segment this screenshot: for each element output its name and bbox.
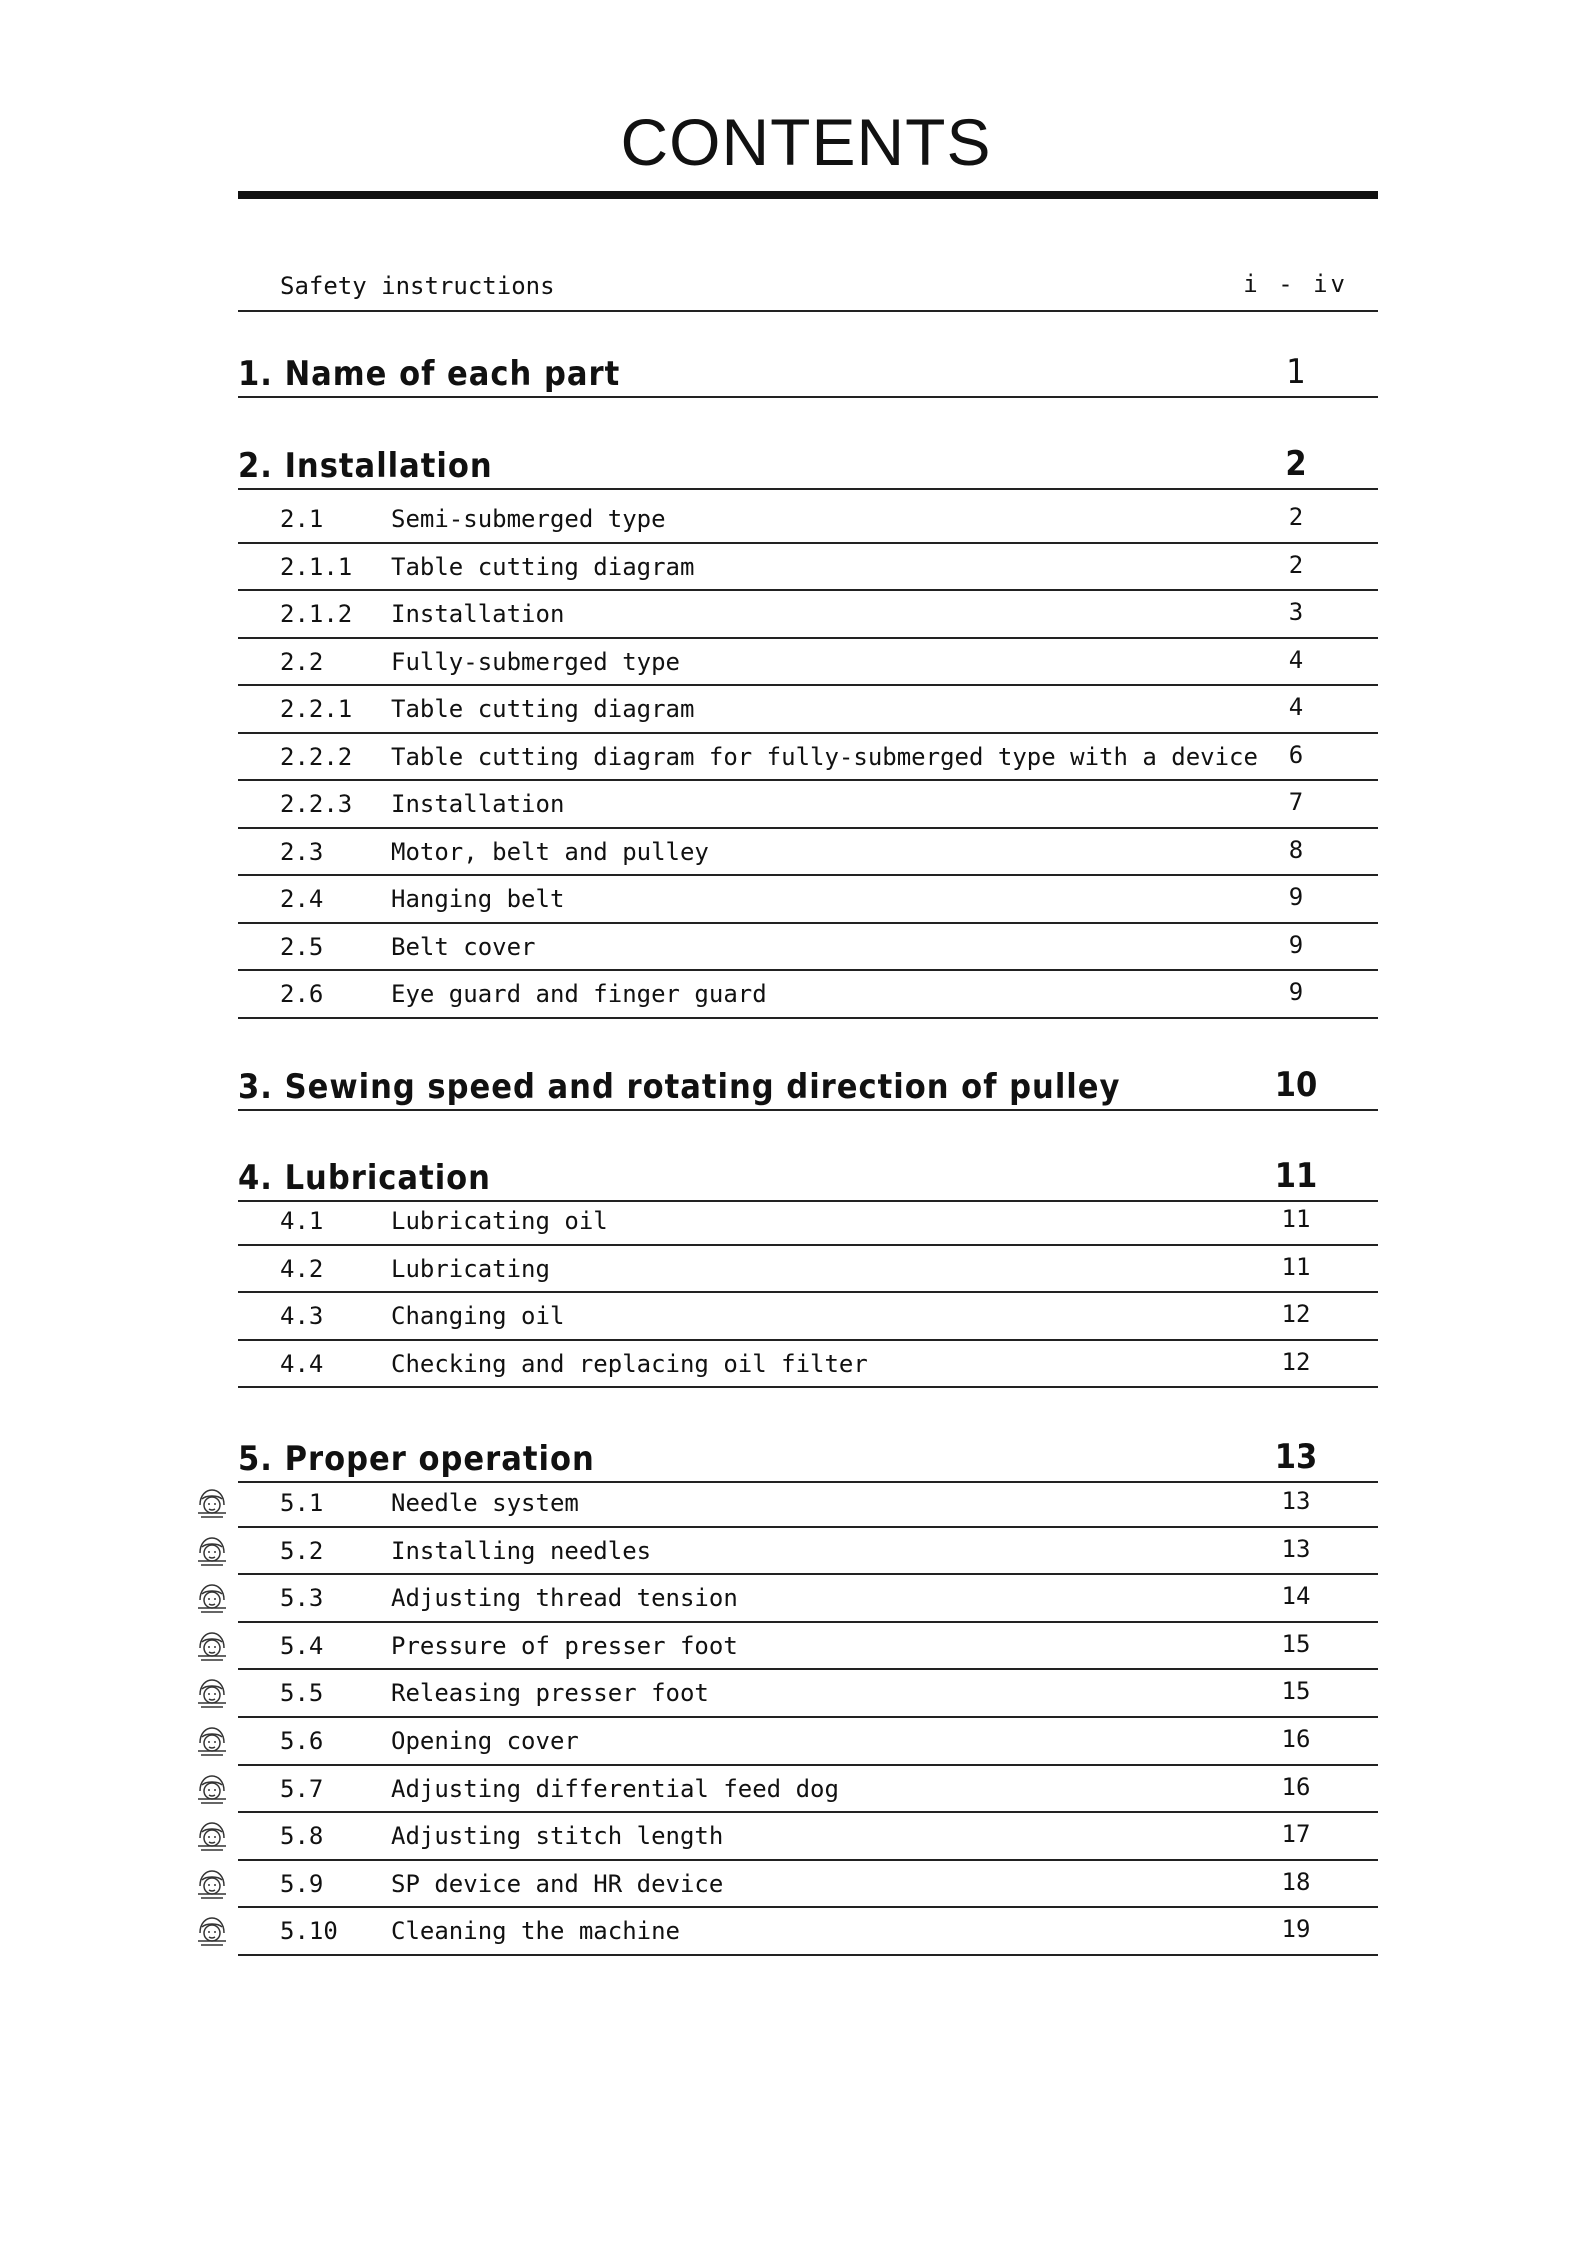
operator-face-icon xyxy=(192,1485,232,1523)
operator-face-icon xyxy=(192,1723,232,1761)
toc-page-number: 18 xyxy=(1281,1867,1311,1896)
toc-entry-label: Hanging belt xyxy=(391,885,565,913)
toc-row[interactable] xyxy=(238,544,1378,592)
toc-entry-label: Belt cover xyxy=(391,932,536,961)
toc-row[interactable] xyxy=(238,924,1378,972)
toc-entry-label: Motor, belt and pulley xyxy=(391,837,709,866)
toc-page-number: 11 xyxy=(1281,1205,1311,1233)
toc-page-number: 6 xyxy=(1288,740,1304,769)
toc-page-number: 10 xyxy=(1274,1065,1318,1105)
toc-entry-number: 5.9 xyxy=(280,1869,324,1898)
operator-face-icon xyxy=(192,1866,232,1904)
toc-entry-number: 4.3 xyxy=(280,1302,324,1330)
toc-page-number: 13 xyxy=(1281,1487,1311,1515)
toc-entry-number: 2.3 xyxy=(280,837,324,866)
toc-entry-number: 4.4 xyxy=(280,1349,324,1378)
toc-entry-number: 5.7 xyxy=(280,1774,324,1803)
toc-page-number: 9 xyxy=(1288,930,1304,959)
toc-page-number: 19 xyxy=(1281,1915,1311,1944)
toc-row[interactable] xyxy=(238,1813,1378,1861)
toc-page-number: 12 xyxy=(1281,1347,1311,1376)
toc-page-number: 14 xyxy=(1281,1582,1311,1611)
toc-section-3[interactable] xyxy=(238,1055,1378,1111)
toc-page-number: 1 xyxy=(1286,352,1306,392)
toc-row[interactable] xyxy=(238,781,1378,829)
toc-row[interactable] xyxy=(238,591,1378,639)
toc-section-1[interactable] xyxy=(238,342,1378,398)
page-title: CONTENTS xyxy=(620,105,992,179)
operator-face-icon xyxy=(192,1771,232,1809)
toc-page-number: 2 xyxy=(1285,444,1307,484)
operator-face-icon xyxy=(192,1533,232,1571)
toc-entry-number: 2.1.1 xyxy=(280,552,353,581)
toc-row[interactable] xyxy=(238,1528,1378,1576)
toc-row[interactable] xyxy=(238,686,1378,734)
toc-page-number: 16 xyxy=(1281,1725,1311,1753)
toc-row[interactable] xyxy=(238,971,1378,1019)
toc-entry-number: 5.10 xyxy=(280,1917,338,1946)
toc-row[interactable] xyxy=(238,639,1378,687)
operator-face-icon xyxy=(192,1818,232,1856)
toc-entry-number: 2.2.1 xyxy=(280,695,353,723)
toc-entry-label: Changing oil xyxy=(391,1302,565,1330)
toc-entry-label: Lubricating oil xyxy=(391,1207,608,1235)
toc-row[interactable] xyxy=(238,1766,1378,1814)
toc-entry-label: Lubricating xyxy=(391,1254,550,1283)
toc-section-2[interactable] xyxy=(238,434,1378,490)
toc-entry-label: Installing needles xyxy=(391,1536,652,1565)
toc-row[interactable] xyxy=(238,1293,1378,1341)
section-title: 4. Lubrication xyxy=(238,1158,491,1198)
operator-face-icon xyxy=(192,1628,232,1666)
toc-entry-label: Semi-submerged type xyxy=(391,505,666,533)
toc-entry-number: 5.6 xyxy=(280,1727,324,1755)
toc-entry-label: Checking and replacing oil filter xyxy=(391,1349,868,1378)
toc-entry-label: Opening cover xyxy=(391,1727,579,1755)
toc-row[interactable] xyxy=(238,1341,1378,1389)
operator-face-icon xyxy=(192,1580,232,1618)
toc-entry-label: Table cutting diagram xyxy=(391,695,695,723)
toc-entry-label: Eye guard and finger guard xyxy=(391,980,767,1008)
toc-page-number: 4 xyxy=(1288,693,1304,721)
toc-entry-number: 2.4 xyxy=(280,885,324,913)
toc-page-number: 13 xyxy=(1274,1437,1318,1477)
toc-entry-number: 5.8 xyxy=(280,1822,324,1851)
toc-page-number: 3 xyxy=(1288,598,1304,626)
toc-page-number: 15 xyxy=(1281,1677,1311,1706)
toc-page-number: 15 xyxy=(1281,1629,1311,1658)
toc-entry-label: Table cutting diagram xyxy=(391,552,695,581)
toc-entry-number: 5.4 xyxy=(280,1631,324,1660)
toc-section-4[interactable] xyxy=(238,1146,1378,1202)
toc-page-number: 13 xyxy=(1281,1534,1311,1563)
toc-page-number: 11 xyxy=(1281,1252,1311,1281)
operator-face-icon xyxy=(192,1913,232,1951)
toc-page-number: 12 xyxy=(1281,1300,1311,1328)
section-title: 1. Name of each part xyxy=(238,354,621,394)
toc-row[interactable] xyxy=(238,1198,1378,1246)
toc-entry-number: 4.2 xyxy=(280,1254,324,1283)
toc-row[interactable] xyxy=(238,1908,1378,1956)
toc-page-number: 8 xyxy=(1288,835,1304,864)
toc-page-number: 11 xyxy=(1274,1156,1318,1196)
toc-entry-label: Needle system xyxy=(391,1489,579,1517)
toc-entry-number: 2.1.2 xyxy=(280,600,353,628)
toc-page-number: 9 xyxy=(1288,978,1304,1006)
toc-row[interactable] xyxy=(238,1861,1378,1909)
operator-face-icon xyxy=(192,1675,232,1713)
toc-row[interactable] xyxy=(238,1575,1378,1623)
toc-entry-number: 2.2 xyxy=(280,647,324,676)
toc-section-5[interactable] xyxy=(238,1427,1378,1483)
toc-entry-label: Pressure of presser foot xyxy=(391,1631,738,1660)
toc-page-number: 7 xyxy=(1288,788,1304,816)
toc-page-number: 2 xyxy=(1288,503,1304,531)
toc-entry-number: 2.1 xyxy=(280,505,324,533)
toc-row[interactable] xyxy=(238,829,1378,877)
toc-entry-number: 5.1 xyxy=(280,1489,324,1517)
toc-entry-label: Fully-submerged type xyxy=(391,647,680,676)
toc-entry-number: 5.3 xyxy=(280,1584,324,1613)
section-title: 5. Proper operation xyxy=(238,1439,595,1479)
toc-entry-number: 5.2 xyxy=(280,1536,324,1565)
title-rule xyxy=(238,191,1378,199)
toc-entry-label: Installation xyxy=(391,790,565,818)
toc-entry-label: Installation xyxy=(391,600,565,628)
toc-page-number: 2 xyxy=(1288,550,1304,579)
toc-row[interactable] xyxy=(238,496,1378,544)
toc-entry-label: SP device and HR device xyxy=(391,1869,724,1898)
toc-row[interactable] xyxy=(238,1246,1378,1294)
toc-row[interactable] xyxy=(238,1623,1378,1671)
toc-row[interactable] xyxy=(238,1718,1378,1766)
toc-page-number: 16 xyxy=(1281,1772,1311,1801)
toc-row[interactable] xyxy=(238,1670,1378,1718)
toc-entry-label: Table cutting diagram for fully-submerged type with a device xyxy=(391,742,1258,771)
toc-page-number: i - iv xyxy=(1243,270,1348,298)
toc-entry-label: Releasing presser foot xyxy=(391,1679,709,1708)
toc-entry-number: 4.1 xyxy=(280,1207,324,1235)
toc-entry-number: 5.5 xyxy=(280,1679,324,1708)
toc-entry-number: 2.5 xyxy=(280,932,324,961)
toc-page-number: 9 xyxy=(1288,883,1304,911)
toc-entry-label: Adjusting thread tension xyxy=(391,1584,738,1613)
toc-row-safety-instructions[interactable] xyxy=(238,268,1378,312)
toc-entry-number: 2.6 xyxy=(280,980,324,1008)
toc-row[interactable] xyxy=(238,1480,1378,1528)
toc-page-number: 4 xyxy=(1288,645,1304,674)
toc-entry-label: Adjusting stitch length xyxy=(391,1822,724,1851)
toc-page-number: 17 xyxy=(1281,1820,1311,1849)
section-title: 2. Installation xyxy=(238,446,493,486)
toc-row[interactable] xyxy=(238,876,1378,924)
toc-entry-label: Safety instructions xyxy=(280,272,555,300)
toc-row[interactable] xyxy=(238,734,1378,782)
toc-entry-number: 2.2.2 xyxy=(280,742,353,771)
toc-entry-number: 2.2.3 xyxy=(280,790,353,818)
section-title: 3. Sewing speed and rotating direction of pulley xyxy=(238,1067,1121,1107)
toc-entry-label: Adjusting differential feed dog xyxy=(391,1774,839,1803)
toc-entry-label: Cleaning the machine xyxy=(391,1917,680,1946)
